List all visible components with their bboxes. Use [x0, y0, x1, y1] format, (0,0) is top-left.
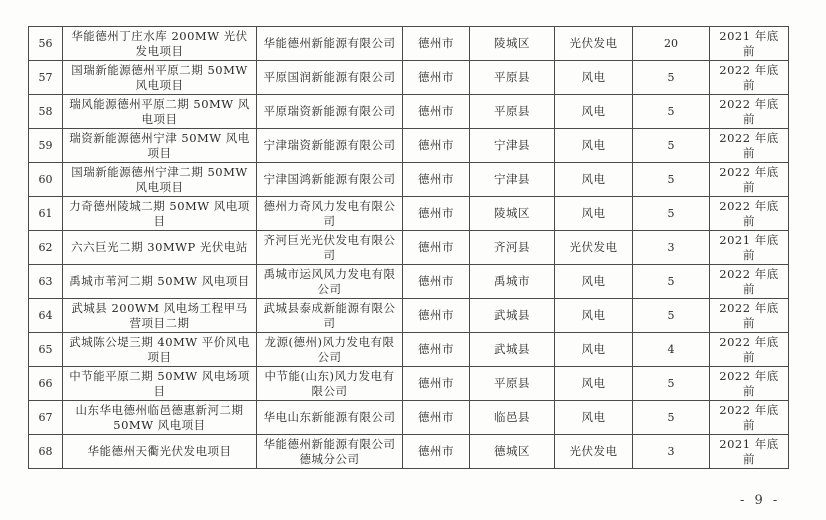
- city-cell: 德州市: [403, 401, 470, 435]
- row-number-cell: 63: [29, 265, 63, 299]
- city-cell: 德州市: [403, 95, 470, 129]
- project-name-cell: 六六巨光二期 30MWP 光伏电站: [63, 231, 257, 265]
- county-cell: 平原县: [470, 61, 555, 95]
- capacity-cell: 5: [633, 95, 710, 129]
- county-cell: 宁津县: [470, 163, 555, 197]
- deadline-cell: 2021 年底前: [710, 231, 789, 265]
- project-name-cell: 华能德州丁庄水库 200MW 光伏发电项目: [63, 27, 257, 61]
- capacity-cell: 5: [633, 61, 710, 95]
- row-number-cell: 57: [29, 61, 63, 95]
- table-row: [29, 61, 789, 95]
- row-number-cell: 68: [29, 435, 63, 469]
- capacity-cell: 4: [633, 333, 710, 367]
- deadline-cell: 2021 年底前: [710, 435, 789, 469]
- table-row: [29, 299, 789, 333]
- project-name-cell: 武城陈公堤三期 40MW 平价风电项目: [63, 333, 257, 367]
- company-name-cell: 华能德州新能源有限公司: [257, 27, 403, 61]
- deadline-cell: 2022 年底前: [710, 333, 789, 367]
- capacity-cell: 3: [633, 435, 710, 469]
- capacity-cell: 20: [633, 27, 710, 61]
- company-name-cell: 中节能(山东)风力发电有限公司: [257, 367, 403, 401]
- capacity-cell: 5: [633, 163, 710, 197]
- capacity-cell: 5: [633, 299, 710, 333]
- energy-type-cell: 风电: [555, 265, 633, 299]
- city-cell: 德州市: [403, 163, 470, 197]
- row-number-cell: 62: [29, 231, 63, 265]
- energy-type-cell: 光伏发电: [555, 27, 633, 61]
- city-cell: 德州市: [403, 265, 470, 299]
- row-number-cell: 58: [29, 95, 63, 129]
- deadline-cell: 2022 年底前: [710, 197, 789, 231]
- city-cell: 德州市: [403, 61, 470, 95]
- energy-type-cell: 风电: [555, 197, 633, 231]
- capacity-cell: 5: [633, 197, 710, 231]
- county-cell: 平原县: [470, 95, 555, 129]
- project-name-cell: 武城县 200WM 风电场工程甲马营项目二期: [63, 299, 257, 333]
- capacity-cell: 5: [633, 129, 710, 163]
- city-cell: 德州市: [403, 129, 470, 163]
- county-cell: 陵城区: [470, 27, 555, 61]
- table-row: [29, 163, 789, 197]
- county-cell: 武城县: [470, 333, 555, 367]
- county-cell: 禹城市: [470, 265, 555, 299]
- county-cell: 德城区: [470, 435, 555, 469]
- deadline-cell: 2022 年底前: [710, 61, 789, 95]
- county-cell: 武城县: [470, 299, 555, 333]
- row-number-cell: 59: [29, 129, 63, 163]
- company-name-cell: 华电山东新能源有限公司: [257, 401, 403, 435]
- energy-type-cell: 风电: [555, 95, 633, 129]
- company-name-cell: 宁津瑞资新能源有限公司: [257, 129, 403, 163]
- page-number: - 9 -: [740, 493, 781, 508]
- table-row: [29, 27, 789, 61]
- energy-type-cell: 光伏发电: [555, 231, 633, 265]
- city-cell: 德州市: [403, 27, 470, 61]
- project-name-cell: 力奇德州陵城二期 50MW 风电项目: [63, 197, 257, 231]
- table-row: [29, 333, 789, 367]
- energy-type-cell: 风电: [555, 299, 633, 333]
- city-cell: 德州市: [403, 197, 470, 231]
- table-row: [29, 197, 789, 231]
- county-cell: 陵城区: [470, 197, 555, 231]
- company-name-cell: 武城县泰成新能源有限公司: [257, 299, 403, 333]
- county-cell: 齐河县: [470, 231, 555, 265]
- table-row: [29, 95, 789, 129]
- energy-type-cell: 风电: [555, 401, 633, 435]
- energy-type-cell: 光伏发电: [555, 435, 633, 469]
- energy-type-cell: 风电: [555, 333, 633, 367]
- company-name-cell: 宁津国鸿新能源有限公司: [257, 163, 403, 197]
- project-name-cell: 国瑞新能源德州平原二期 50MW 风电项目: [63, 61, 257, 95]
- project-table: [28, 26, 789, 469]
- row-number-cell: 66: [29, 367, 63, 401]
- company-name-cell: 华能德州新能源有限公司德城分公司: [257, 435, 403, 469]
- deadline-cell: 2022 年底前: [710, 401, 789, 435]
- company-name-cell: 平原瑞资新能源有限公司: [257, 95, 403, 129]
- city-cell: 德州市: [403, 231, 470, 265]
- row-number-cell: 61: [29, 197, 63, 231]
- project-name-cell: 山东华电德州临邑德惠新河二期 50MW 风电项目: [63, 401, 257, 435]
- project-name-cell: 瑞资新能源德州宁津 50MW 风电项目: [63, 129, 257, 163]
- project-name-cell: 华能德州天衢光伏发电项目: [63, 435, 257, 469]
- company-name-cell: 平原国润新能源有限公司: [257, 61, 403, 95]
- city-cell: 德州市: [403, 299, 470, 333]
- table-row: [29, 435, 789, 469]
- capacity-cell: 5: [633, 265, 710, 299]
- project-table-container: [28, 26, 788, 469]
- project-name-cell: 中节能平原二期 50MW 风电场项目: [63, 367, 257, 401]
- row-number-cell: 60: [29, 163, 63, 197]
- county-cell: 临邑县: [470, 401, 555, 435]
- city-cell: 德州市: [403, 367, 470, 401]
- deadline-cell: 2022 年底前: [710, 367, 789, 401]
- table-row: [29, 265, 789, 299]
- company-name-cell: 龙源(德州)风力发电有限公司: [257, 333, 403, 367]
- table-row: [29, 231, 789, 265]
- project-name-cell: 国瑞新能源德州宁津二期 50MW 风电项目: [63, 163, 257, 197]
- deadline-cell: 2022 年底前: [710, 95, 789, 129]
- deadline-cell: 2022 年底前: [710, 163, 789, 197]
- capacity-cell: 3: [633, 231, 710, 265]
- deadline-cell: 2022 年底前: [710, 265, 789, 299]
- project-name-cell: 瑞风能源德州平原二期 50MW 风电项目: [63, 95, 257, 129]
- row-number-cell: 56: [29, 27, 63, 61]
- city-cell: 德州市: [403, 333, 470, 367]
- city-cell: 德州市: [403, 435, 470, 469]
- energy-type-cell: 风电: [555, 367, 633, 401]
- table-row: [29, 129, 789, 163]
- energy-type-cell: 风电: [555, 163, 633, 197]
- table-row: [29, 367, 789, 401]
- row-number-cell: 64: [29, 299, 63, 333]
- row-number-cell: 67: [29, 401, 63, 435]
- table-row: [29, 401, 789, 435]
- project-name-cell: 禹城市苇河二期 50MW 风电项目: [63, 265, 257, 299]
- row-number-cell: 65: [29, 333, 63, 367]
- capacity-cell: 5: [633, 401, 710, 435]
- capacity-cell: 5: [633, 367, 710, 401]
- company-name-cell: 禹城市运风风力发电有限公司: [257, 265, 403, 299]
- county-cell: 宁津县: [470, 129, 555, 163]
- company-name-cell: 德州力奇风力发电有限公司: [257, 197, 403, 231]
- deadline-cell: 2022 年底前: [710, 129, 789, 163]
- energy-type-cell: 风电: [555, 129, 633, 163]
- energy-type-cell: 风电: [555, 61, 633, 95]
- deadline-cell: 2021 年底前: [710, 27, 789, 61]
- company-name-cell: 齐河巨光光伏发电有限公司: [257, 231, 403, 265]
- deadline-cell: 2022 年底前: [710, 299, 789, 333]
- table-body: [29, 27, 789, 469]
- county-cell: 平原县: [470, 367, 555, 401]
